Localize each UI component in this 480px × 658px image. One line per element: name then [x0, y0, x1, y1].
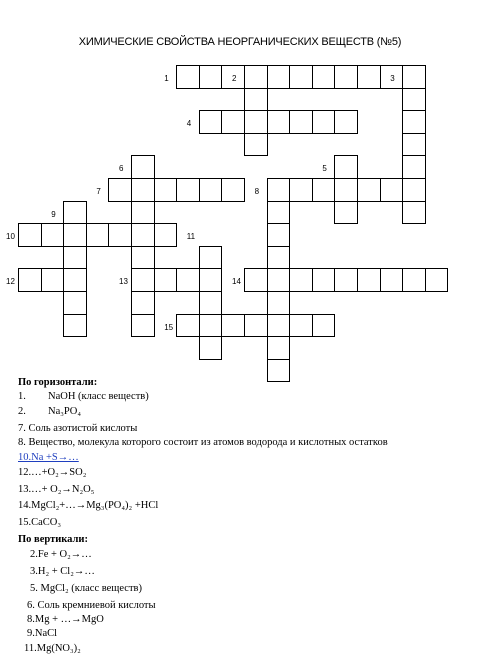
- clue-number-label: 3: [390, 74, 395, 83]
- crossword-cell[interactable]: [176, 314, 200, 338]
- crossword-cell[interactable]: [267, 246, 291, 270]
- clue-v2: 2.Fe + O₂→…: [30, 549, 92, 560]
- crossword-cell[interactable]: [357, 178, 381, 202]
- crossword-cell[interactable]: [267, 336, 291, 360]
- crossword-cell[interactable]: [289, 65, 313, 89]
- crossword-cell[interactable]: [244, 133, 268, 157]
- crossword-cell[interactable]: [221, 178, 245, 202]
- crossword-cell[interactable]: [289, 178, 313, 202]
- crossword-cell[interactable]: [357, 268, 381, 292]
- crossword-cell[interactable]: [63, 223, 87, 247]
- crossword-cell[interactable]: [199, 178, 223, 202]
- crossword-cell[interactable]: [357, 65, 381, 89]
- crossword-cell[interactable]: [199, 246, 223, 270]
- clue-h7: 7. Соль азотистой кислоты: [18, 423, 138, 434]
- crossword-cell[interactable]: [18, 268, 42, 292]
- crossword-cell[interactable]: [154, 268, 178, 292]
- crossword-cell[interactable]: [63, 314, 87, 338]
- clue-h13: 13.…+ O₂→N₂O₅: [18, 484, 95, 495]
- crossword-cell[interactable]: [402, 65, 426, 89]
- clue-v11: 11.Mg(NO₃)₂: [24, 643, 81, 654]
- crossword-cell[interactable]: [41, 223, 65, 247]
- crossword-cell[interactable]: [334, 110, 358, 134]
- clue-h2: 2. Na₃PO₄: [18, 406, 81, 417]
- clue-v6: 6. Соль кремниевой кислоты: [27, 600, 156, 611]
- crossword-cell[interactable]: [334, 201, 358, 225]
- crossword-cell[interactable]: [131, 201, 155, 225]
- crossword-cell[interactable]: [244, 268, 268, 292]
- crossword-cell[interactable]: [312, 268, 336, 292]
- vertical-header: По вертикали:: [18, 534, 88, 545]
- crossword-cell[interactable]: [154, 178, 178, 202]
- clue-number-label: 2: [232, 74, 237, 83]
- clue-number-label: 13: [119, 277, 128, 287]
- clue-number-label: 14: [232, 277, 241, 287]
- clue-h14: 14.MgCl₂+…→Mg₃(PO₄)₂ +HCl: [18, 500, 159, 511]
- crossword-cell[interactable]: [199, 336, 223, 360]
- crossword-cell[interactable]: [176, 65, 200, 89]
- crossword-cell[interactable]: [267, 291, 291, 315]
- crossword-cell[interactable]: [289, 268, 313, 292]
- clue-number-label: 1: [164, 74, 169, 83]
- horizontal-header: По горизонтали:: [18, 377, 98, 388]
- clue-v5: 5. MgCl₂ (класс веществ): [30, 583, 143, 594]
- crossword-cell[interactable]: [289, 314, 313, 338]
- crossword-cell[interactable]: [199, 65, 223, 89]
- crossword-cell[interactable]: [131, 223, 155, 247]
- crossword-cell[interactable]: [18, 223, 42, 247]
- crossword-cell[interactable]: [63, 268, 87, 292]
- clue-number-label: 6: [119, 164, 124, 174]
- crossword-cell[interactable]: [402, 201, 426, 225]
- crossword-cell[interactable]: [131, 246, 155, 270]
- clue-v9: 9.NaCl: [27, 628, 58, 639]
- crossword-cell[interactable]: [244, 88, 268, 112]
- crossword-cell[interactable]: [402, 178, 426, 202]
- crossword-cell[interactable]: [334, 65, 358, 89]
- clue-h8: 8. Вещество, молекула которого состоит из атомов водорода и кислотных остатков: [18, 437, 388, 448]
- crossword-cell[interactable]: [221, 314, 245, 338]
- crossword-cell[interactable]: [154, 223, 178, 247]
- crossword-cell[interactable]: [402, 88, 426, 112]
- clue-number-label: 11: [186, 232, 196, 242]
- crossword-cell[interactable]: [131, 155, 155, 179]
- clue-v3: 3.H₂ + Cl₂→…: [30, 566, 95, 577]
- crossword-cell[interactable]: [312, 65, 336, 89]
- crossword-cell[interactable]: [267, 201, 291, 225]
- clue-number-label: 12: [6, 277, 15, 287]
- crossword-cell[interactable]: [176, 178, 200, 202]
- crossword-cell[interactable]: [402, 155, 426, 179]
- crossword-cell[interactable]: [244, 110, 268, 134]
- crossword-cell[interactable]: [131, 268, 155, 292]
- crossword-cell[interactable]: [267, 178, 291, 202]
- crossword-cell[interactable]: [244, 314, 268, 338]
- crossword-cell[interactable]: [63, 246, 87, 270]
- crossword-cell[interactable]: [267, 223, 291, 247]
- crossword-cell[interactable]: [244, 65, 268, 89]
- crossword-cell[interactable]: [380, 268, 404, 292]
- clue-h10[interactable]: 10.Na +S→…: [18, 452, 79, 463]
- crossword-cell[interactable]: [131, 291, 155, 315]
- crossword-cell[interactable]: [267, 268, 291, 292]
- crossword-cell[interactable]: [41, 268, 65, 292]
- crossword-cell[interactable]: [199, 314, 223, 338]
- clue-h15: 15.CaCO₃: [18, 517, 62, 528]
- crossword-cell[interactable]: [199, 268, 223, 292]
- clue-number-label: 7: [96, 187, 101, 196]
- crossword-cell[interactable]: [199, 291, 223, 315]
- crossword-cell[interactable]: [199, 110, 223, 134]
- crossword-cell[interactable]: [63, 201, 87, 225]
- crossword-cell[interactable]: [380, 178, 404, 202]
- crossword-cell[interactable]: [402, 110, 426, 134]
- crossword-cell[interactable]: [402, 133, 426, 157]
- crossword-cell[interactable]: [63, 291, 87, 315]
- crossword-cell[interactable]: [267, 110, 291, 134]
- clue-number-label: 5: [322, 164, 327, 174]
- clue-h12: 12.…+O₂→SO₂: [18, 467, 87, 478]
- crossword-cell[interactable]: [425, 268, 449, 292]
- clue-number-label: 8: [254, 187, 260, 196]
- crossword-cell[interactable]: [312, 314, 336, 338]
- crossword-cell[interactable]: [312, 178, 336, 202]
- clue-number-label: 15: [164, 322, 174, 332]
- crossword-cell[interactable]: [221, 110, 245, 134]
- crossword-cell[interactable]: [131, 178, 155, 202]
- clue-h1: 1. NaOH (класс веществ): [18, 391, 149, 402]
- crossword-cell[interactable]: [267, 359, 291, 383]
- clue-number-label: 4: [186, 119, 192, 129]
- crossword-cell[interactable]: [86, 223, 110, 247]
- crossword-cell[interactable]: [108, 223, 132, 247]
- crossword-cell[interactable]: [334, 155, 358, 179]
- crossword-cell[interactable]: [402, 268, 426, 292]
- crossword-cell[interactable]: [334, 178, 358, 202]
- clue-number-label: 10: [6, 232, 15, 242]
- crossword-cell[interactable]: [334, 268, 358, 292]
- crossword-cell[interactable]: [289, 110, 313, 134]
- clue-number-label: 9: [51, 209, 56, 219]
- clue-v8: 8.Mg + …→MgO: [27, 614, 104, 625]
- page-title: ХИМИЧЕСКИЕ СВОЙСТВА НЕОРГАНИЧЕСКИХ ВЕЩЕСТВ (№5): [78, 36, 402, 48]
- crossword-cell[interactable]: [176, 268, 200, 292]
- crossword-cell[interactable]: [267, 314, 291, 338]
- crossword-cell[interactable]: [267, 65, 291, 89]
- crossword-cell[interactable]: [131, 314, 155, 338]
- crossword-cell[interactable]: [312, 110, 336, 134]
- crossword-cell[interactable]: [108, 178, 132, 202]
